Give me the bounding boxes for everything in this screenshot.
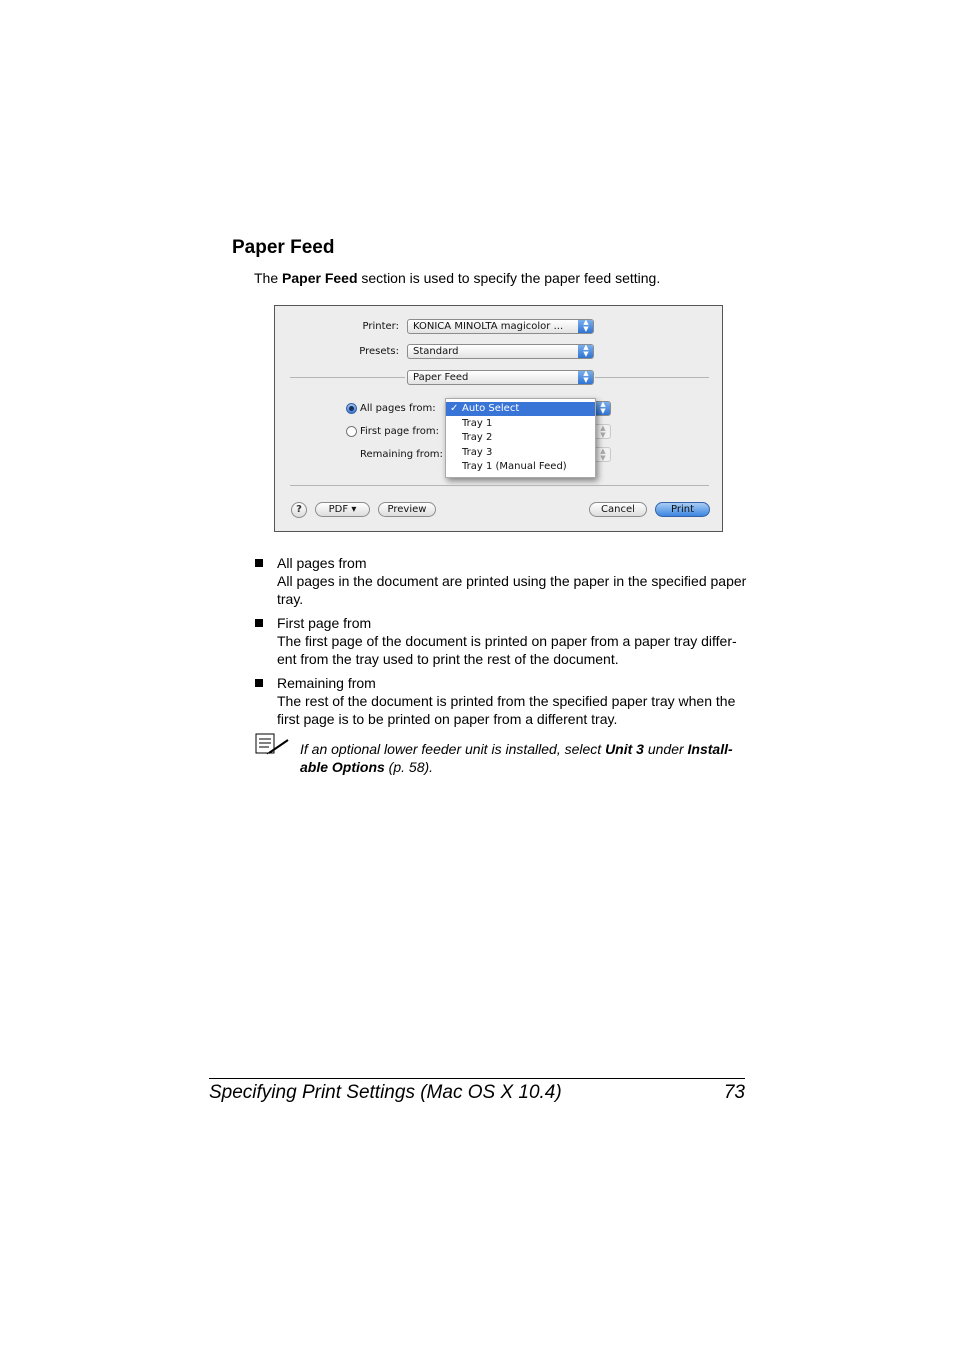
bullet-title: All pages from xyxy=(277,555,367,571)
all-pages-label: All pages from: xyxy=(360,403,436,414)
remaining-label: Remaining from: xyxy=(360,449,443,460)
footer-rule xyxy=(209,1078,745,1079)
help-button[interactable]: ? xyxy=(291,502,307,518)
list-item xyxy=(254,674,749,728)
footer-title: Specifying Print Settings (Mac OS X 10.4) xyxy=(209,1082,562,1103)
bullet-square-icon xyxy=(255,559,263,567)
popup-arrows-icon: ▲ ▼ xyxy=(578,319,594,334)
bullet-title: First page from xyxy=(277,615,372,631)
bullet-title: Remaining from xyxy=(277,675,376,691)
note-text: If an optional lower feeder unit is installed, select Unit 3 under Install-able Options (p. 58). xyxy=(300,741,733,775)
cancel-button[interactable]: Cancel xyxy=(589,502,647,517)
print-dialog-screenshot xyxy=(274,305,723,532)
preview-button[interactable]: Preview xyxy=(378,502,436,517)
note-pencil-icon xyxy=(255,733,290,755)
first-page-label: First page from: xyxy=(360,426,440,437)
menu-item-tray-3[interactable]: Tray 3 xyxy=(462,447,493,458)
printer-label: Printer: xyxy=(362,321,399,332)
remaining-popup-arrows-icon: ▲ ▼ xyxy=(595,447,611,462)
checkmark-icon: ✓ xyxy=(450,403,459,414)
intro-prefix: The xyxy=(254,270,283,286)
printer-popup-value: KONICA MINOLTA magicolor ... xyxy=(413,321,564,332)
page-number: 73 xyxy=(723,1082,745,1103)
intro-suffix: section is used to specify the paper feed setting. xyxy=(357,270,661,286)
printer-popup[interactable] xyxy=(407,319,594,334)
tray-dropdown-menu xyxy=(445,398,596,478)
presets-label: Presets: xyxy=(359,346,399,357)
list-item xyxy=(254,554,749,608)
pdf-button[interactable]: PDF ▾ xyxy=(315,502,370,517)
menu-item-tray-1[interactable]: Tray 1 xyxy=(462,418,493,429)
bullet-square-icon xyxy=(255,679,263,687)
print-button[interactable]: Print xyxy=(655,502,710,517)
presets-popup[interactable] xyxy=(407,344,594,359)
section-heading: Paper Feed xyxy=(232,237,335,258)
pane-popup[interactable] xyxy=(407,370,594,385)
divider xyxy=(595,377,709,378)
all-pages-radio[interactable] xyxy=(346,403,357,414)
bullet-square-icon xyxy=(255,619,263,627)
popup-arrows-icon: ▲ ▼ xyxy=(595,401,611,416)
list-item xyxy=(254,614,749,668)
bullet-text: The rest of the document is printed from the specified paper tray when the first page is to be printed on paper from a different tray. xyxy=(277,693,736,727)
menu-item-manual-feed[interactable]: Tray 1 (Manual Feed) xyxy=(462,461,567,472)
popup-arrows-icon: ▲ ▼ xyxy=(578,344,594,359)
bullet-text: The first page of the document is printed on paper from a paper tray differ-ent from the tray used to print the rest of the document. xyxy=(277,633,737,667)
intro-bold: Paper Feed xyxy=(282,270,358,286)
note-bold-options: Install-able Options xyxy=(300,741,733,775)
first-page-popup-arrows-icon: ▲ ▼ xyxy=(595,424,611,439)
divider xyxy=(290,485,709,486)
menu-item-tray-2[interactable]: Tray 2 xyxy=(462,432,493,443)
presets-popup-value: Standard xyxy=(413,346,459,357)
note-bold-unit: Unit 3 xyxy=(605,741,644,757)
popup-arrows-icon: ▲ ▼ xyxy=(578,370,594,385)
menu-item-auto-select[interactable]: ✓ Auto Select xyxy=(446,402,595,416)
bullet-list xyxy=(254,554,749,734)
pane-popup-value: Paper Feed xyxy=(413,372,469,383)
first-page-radio[interactable] xyxy=(346,426,357,437)
bullet-text: All pages in the document are printed using the paper in the specified paper tray. xyxy=(277,573,747,607)
divider xyxy=(290,377,405,378)
intro-paragraph xyxy=(254,270,660,286)
